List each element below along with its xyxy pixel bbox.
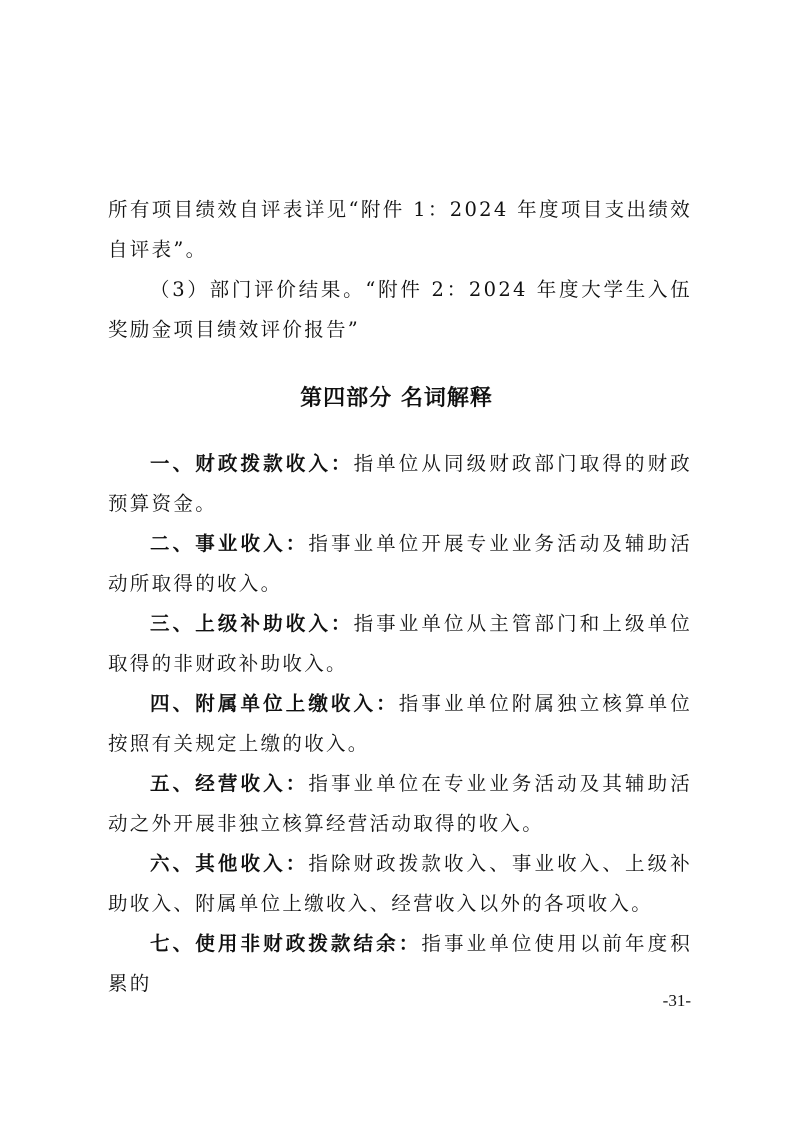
term-definition: 指事业单位从主管部门和上级单位取得的非财政补助收入。 (108, 612, 692, 675)
term-definition: 指单位从同级财政部门取得的财政预算资金。 (108, 452, 692, 515)
page-number: -31- (662, 991, 691, 1010)
term-item (108, 844, 692, 924)
term-definition: 指事业单位在专业业务活动及其辅助活动之外开展非独立核算经营活动取得的收入。 (108, 772, 692, 835)
section-heading: 第四部分 名词解释 (300, 386, 493, 411)
term-item (108, 684, 692, 764)
term-item (108, 924, 692, 1004)
term-label: 五、经营收入： (150, 772, 309, 795)
term-label: 二、事业收入： (150, 532, 309, 555)
term-label: 六、其他收入： (150, 852, 309, 875)
term-item (108, 524, 692, 604)
paragraph-department-evaluation: （3）部门评价结果。“附件 2：2024 年度大学生入伍奖励金项目绩效评价报告” (108, 278, 692, 341)
term-item (108, 444, 692, 524)
term-definition: 指事业单位开展专业业务活动及辅助活动所取得的收入。 (108, 532, 692, 595)
term-label: 一、财政拨款收入： (150, 452, 354, 475)
term-definition: 指事业单位使用以前年度积累的 (108, 932, 692, 995)
term-item (108, 764, 692, 844)
term-label: 四、附属单位上缴收入： (150, 692, 399, 715)
term-definition: 指除财政拨款收入、事业收入、上级补助收入、附属单位上缴收入、经营收入以外的各项收入。 (108, 852, 692, 915)
term-item (108, 604, 692, 684)
paragraph-attachment-1: 所有项目绩效自评表详见“附件 1：2024 年度项目支出绩效自评表”。 (108, 198, 692, 261)
term-label: 三、上级补助收入： (150, 612, 354, 635)
term-label: 七、使用非财政拨款结余： (150, 932, 422, 955)
term-definition: 指事业单位附属独立核算单位按照有关规定上缴的收入。 (108, 692, 692, 755)
